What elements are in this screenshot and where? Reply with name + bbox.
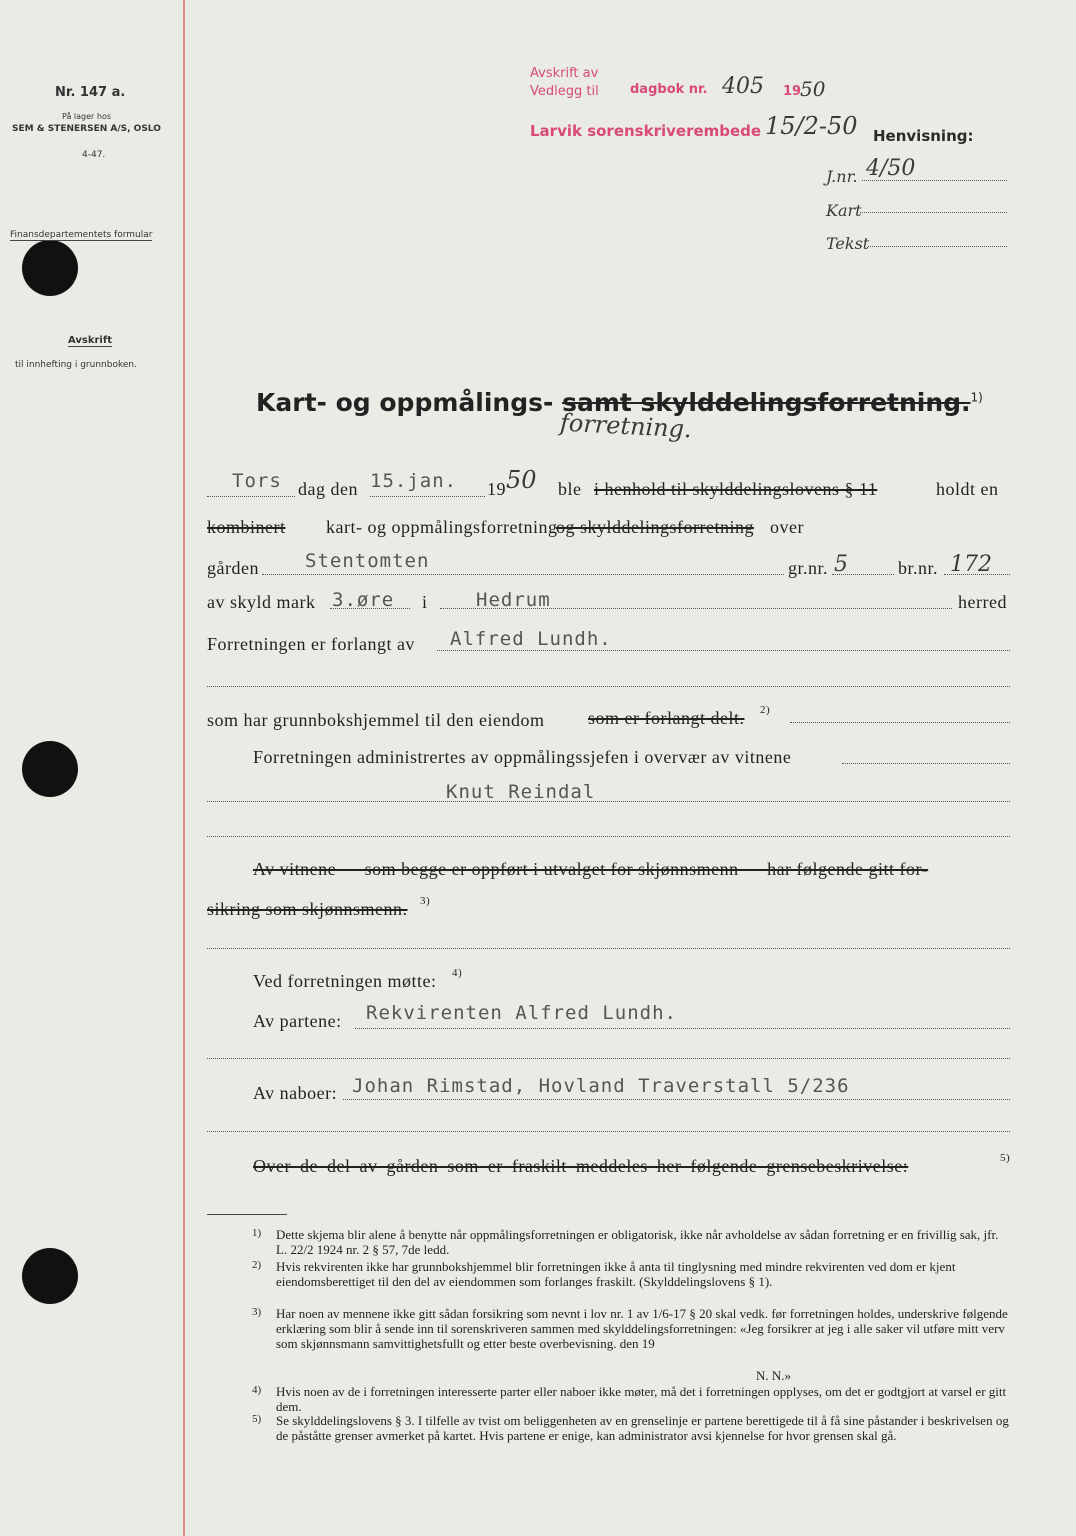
blank-line-5 (207, 1131, 1010, 1132)
dag-den-label: dag den (298, 479, 358, 499)
date-typed: 15.jan. (370, 470, 458, 492)
holdt-en-label: holdt en (936, 479, 999, 499)
vitnene-struck-1: Av vitnene — som begge er oppført i utvalget for skjønnsmenn — har følgende gitt for- (253, 859, 929, 879)
skyld-line (330, 608, 410, 609)
partene-value: Rekvirenten Alfred Lundh. (366, 1002, 677, 1024)
footnote-3-number: 3) (252, 1306, 262, 1318)
year-prefix: 19 (487, 479, 506, 499)
garden-label: gården (207, 558, 259, 578)
forlangt-label: Forretningen er forlangt av (207, 634, 415, 654)
naboer-value: Johan Rimstad, Hovland Traverstall 5/236 (352, 1075, 850, 1097)
grunnbok-sup: 2) (760, 704, 771, 716)
stamp-dagbok: dagbok nr. (630, 82, 708, 97)
garden-value: Stentomten (305, 550, 430, 572)
i-label: i (422, 592, 428, 612)
henhold-struck: i henhold til skylddelingslovens § 11 (594, 479, 878, 499)
punch-hole-top (22, 240, 78, 296)
vitne-value: Knut Reindal (446, 781, 596, 803)
grnr-value: 5 (834, 552, 848, 577)
tekst-line (868, 246, 1007, 247)
grunnbok-struck: som er forlangt delt. (588, 708, 745, 728)
kombinert-struck: kombinert (207, 517, 286, 537)
publisher-line2: SEM & STENERSEN A/S, OSLO (12, 124, 161, 134)
skyld-label: av skyld mark (207, 592, 316, 612)
stamp-vedlegg: Vedlegg til (530, 84, 599, 99)
motte-label: Ved forretningen møtte: (253, 971, 437, 991)
jnr-value: 4/50 (866, 156, 916, 181)
stamp-office: Larvik sorenskriverembede (530, 122, 762, 140)
og-skylddeling-struck: og skylddelingsforretning (556, 517, 754, 537)
forlangt-line (437, 650, 1010, 651)
blank-line-2 (207, 836, 1010, 837)
brnr-value: 172 (950, 552, 992, 577)
administreres-line (842, 763, 1010, 764)
herred-value: Hedrum (476, 589, 551, 611)
blank-line-1 (207, 686, 1010, 687)
over-de-struck: Over de del av gården som er fraskilt meddeles her følgende grensebeskrivelse: (253, 1156, 909, 1176)
title-struck: samt skylddelingsforretning. (562, 388, 971, 417)
footnote-4-text: Hvis noen av de i forretningen interesserte parter eller naboer ikke møter, må det i forretningen opplyses, om det er godtgjort at varsel er gitt dem. (276, 1384, 1007, 1414)
date-line (370, 496, 485, 497)
year-hand: 50 (506, 466, 537, 494)
publisher-line1: På lager hos (62, 112, 111, 121)
stamp-year-prefix: 19 (783, 84, 802, 99)
footnote-5-text: Se skylddelingslovens § 3. I tilfelle av tvist om beliggenheten av en grenselinje er partene berettigede til å få sine påstander i beskrivelsen og de påståtte grenser avmerket på kartet. Hvis partene er enige, kan administrator avsi kjennelse for hvor grensen skal gå. (276, 1413, 1009, 1443)
title-main: Kart- og oppmålings- (256, 388, 554, 417)
partene-label: Av partene: (253, 1011, 342, 1031)
kart-og-label: kart- og oppmålingsforretning (326, 517, 558, 537)
grunnbok-text: som har grunnbokshjemmel til den eiendom (207, 710, 545, 730)
footnote-2-text: Hvis rekvirenten ikke har grunnbokshjemmel blir forretningen ikke å anta til tinglysning med mindre rekvirenten ved dom er kjent eiendomsberettiget til den del av eiendommen som forlanges fraskilt. (Skylddelingslovens § 1). (276, 1259, 956, 1289)
grnr-label: gr.nr. (788, 558, 829, 578)
partene-line (355, 1028, 1010, 1029)
motte-sup: 4) (452, 967, 463, 979)
tekst-label: Tekst (826, 234, 870, 253)
over-label: over (770, 517, 804, 537)
form-number: Nr. 147 a. (55, 85, 126, 100)
footnote-1-text: Dette skjema blir alene å benytte når oppmålingsforretningen er obligatorisk, ikke når avholdelse av sådan forretning er en frivillig sak, jfr. L. 22/2 1924 nr. 2 § 57, 7de ledd. (276, 1227, 999, 1257)
footnote-rule (207, 1214, 287, 1215)
punch-hole-middle (22, 741, 78, 797)
vitnene-sup: 3) (420, 895, 431, 907)
stamp-date-hand: 15/2-50 (765, 112, 858, 140)
avskrift-title: Avskrift (68, 335, 112, 346)
ble-label: ble (558, 479, 582, 499)
henvisning-title: Henvisning: (873, 127, 974, 145)
blank-line-3 (207, 948, 1010, 949)
day-typed: Tors (232, 470, 282, 492)
over-sup: 5) (1000, 1152, 1011, 1164)
stamp-avskrift: Avskrift av (530, 66, 599, 81)
stamp-dagbok-number: 405 (722, 74, 764, 99)
footnote-1-number: 1) (252, 1227, 262, 1239)
jnr-label: J.nr. (826, 167, 858, 186)
administreres-text: Forretningen administrertes av oppmålingssjefen i overvær av vitnene (253, 747, 792, 767)
forlangt-value: Alfred Lundh. (450, 628, 612, 650)
formular-label: Finansdepartementets formular (10, 230, 153, 240)
naboer-label: Av naboer: (253, 1083, 338, 1103)
footnote-3-text: Har noen av mennene ikke gitt sådan forsikring som nevnt i lov nr. 1 av 1/6-17 § 20 skal vedk. før forretningen holdes, underskrive følgende erklæring som blir å sende inn til sorenskriveren sammen med skylddelingsforretningen: «Jeg forsikrer at jeg i alle saker vil utføre mitt verv som skjønnsmann samvittighetsfullt og etter beste overbevisning. den 19 (276, 1306, 1008, 1351)
footnote-5-number: 5) (252, 1413, 262, 1425)
margin-line (183, 0, 185, 1536)
blank-line-4 (207, 1058, 1010, 1059)
garden-line (262, 574, 784, 575)
title-footnote-ref: 1) (970, 390, 983, 405)
herred-label: herred (958, 592, 1007, 612)
skyld-value: 3.øre (332, 589, 395, 611)
vitne-line (207, 801, 1010, 802)
vitnene-struck-2: sikring som skjønnsmenn. (207, 899, 408, 919)
date-code: 4-47. (82, 150, 106, 160)
grunnbok-line (790, 722, 1010, 723)
naboer-line (343, 1099, 1010, 1100)
kart-line (860, 212, 1007, 213)
title-handwritten: forretning. (559, 408, 693, 444)
footnote-3-signature: N. N.» (756, 1368, 792, 1383)
avskrift-subtitle: til innhefting i grunnboken. (15, 360, 137, 370)
kart-label: Kart (826, 201, 862, 220)
footnote-2-number: 2) (252, 1259, 262, 1271)
stamp-year-hand: 50 (800, 77, 826, 101)
day-line (207, 496, 295, 497)
punch-hole-bottom (22, 1248, 78, 1304)
footnote-4-number: 4) (252, 1384, 262, 1396)
brnr-label: br.nr. (898, 558, 939, 578)
